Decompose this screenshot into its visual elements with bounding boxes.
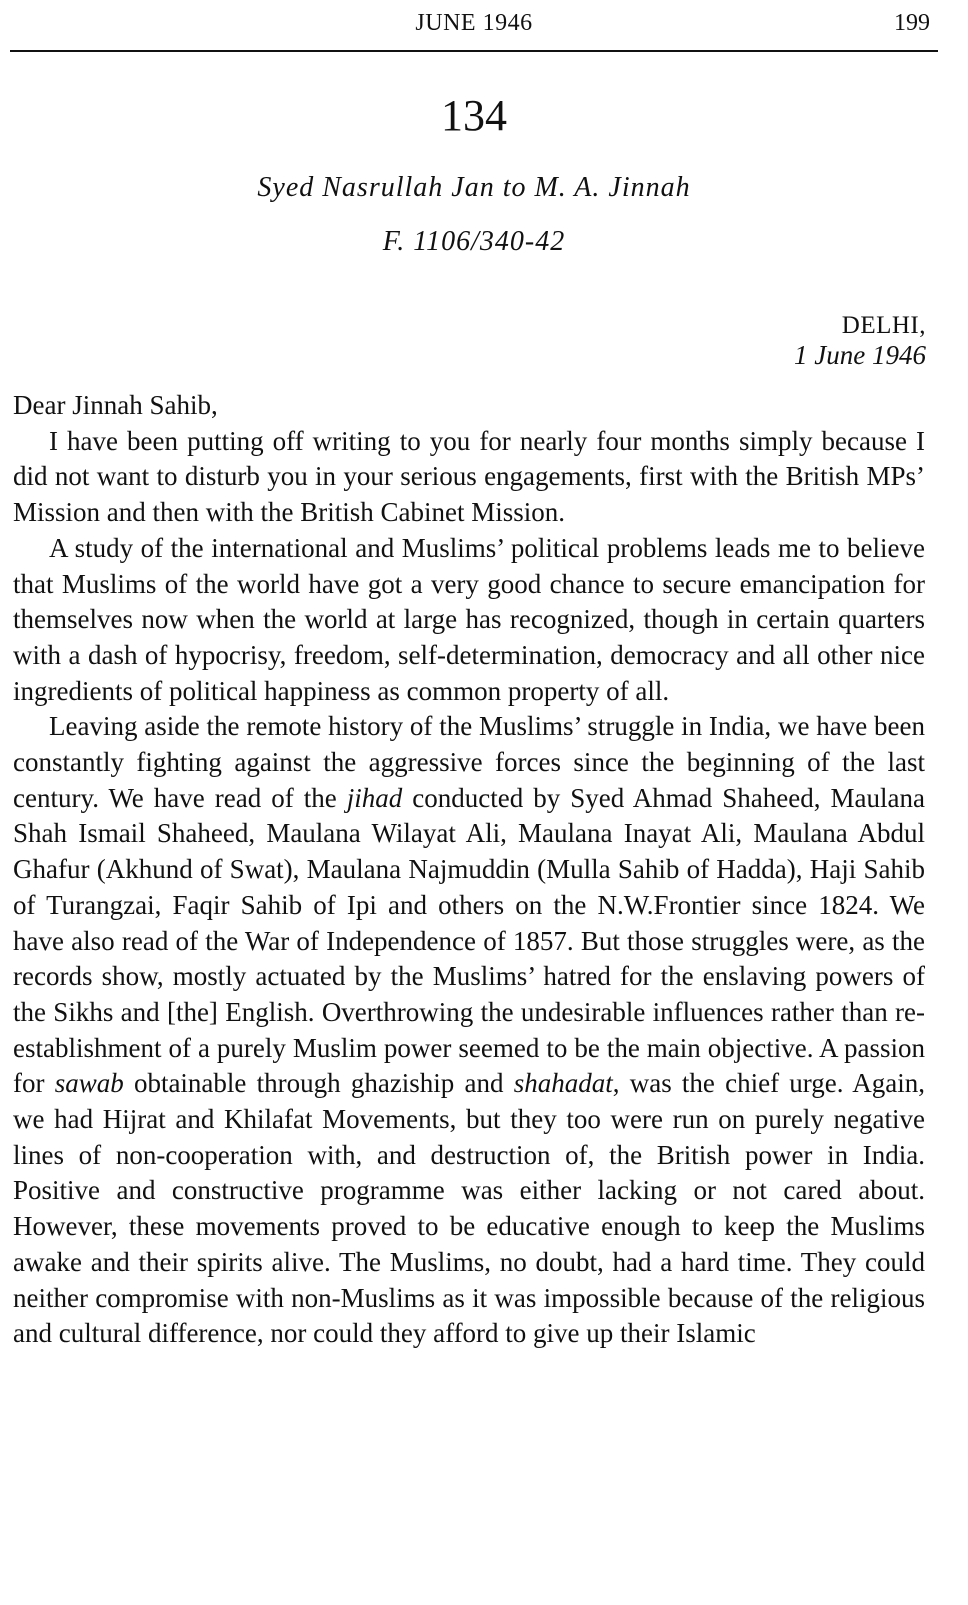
letter-paragraph-3 [13,709,925,1352]
paragraph-3-text-3: obtainable through ghaziship and [123,1068,514,1099]
page-number: 199 [894,10,930,36]
running-head-title: JUNE 1946 [415,10,533,36]
letter-paragraph-2: A study of the international and Muslims’ political problems leads me to believe that Muslims of the world have got a very good chance to secure emancipation for themselves now when the world at large has recognized, though in certain quarters with a dash of hypocrisy, freedom, self-determination, democracy and all other nice ingredients of political happiness as common property of all. [13,532,925,706]
term-sawab: sawab [54,1068,124,1099]
letter-date: 1 June 1946 [794,340,926,370]
document-heading: Syed Nasrullah Jan to M. A. Jinnah [257,172,691,203]
paragraph-3-text-2: conducted by Syed Ahmad Shaheed, Maulana Shah Ismail Shaheed, Maulana Wilayat Ali, Maulana Inayat Ali, Maulana Abdul Ghafur (Akhund of Swat), Maulana Najmuddin (Mulla Sahib of Hadda), Haji Sahib of Turangzai, Faqir Sahib of Ipi and others on the N.W.Frontier since 1824. We have also read of the War of Independence of 1857. But those struggles were, as the records show, mostly actuated by the Muslims’ hatred for the enslaving powers of the Sikhs and [the] English. Overthrowing the undesirable influences rather than re-establishment of a purely Muslim power seemed to be the main objective. A passion for [13,782,925,1099]
paragraph-3-text-4: , was the chief urge. Again, we had Hijrat and Khilafat Movements, but they too were run on purely negative lines of non-cooperation with, and destruction of, the British power in India. Positive and constructive programme was either lacking or not cared about. However, these movements proved to be educative enough to keep the Muslims awake and their spirits alive. The Muslims, no doubt, had a hard time. They could neither compromise with non-Muslims as it was impossible because of the religious and cultural difference, nor could they afford to give up their Islamic [13,1068,925,1349]
letter-body [13,388,925,1352]
letter-salutation: Dear Jinnah Sahib, [13,390,218,420]
header-rule [10,50,938,52]
letter-place: DELHI, [841,312,926,339]
term-shahadat: shahadat [513,1068,613,1099]
document-reference: F. 1106/340-42 [382,226,566,257]
paragraph-3-text-1: Leaving aside the remote history of the Muslims’ struggle in India, we have been constantly fighting against the aggressive forces since the beginning of the last century. We have read of the [13,711,925,813]
letter-paragraph-1: I have been putting off writing to you for nearly four months simply because I did not want to disturb you in your serious engagements, first with the British MPs’ Mission and then with the British Cabinet Mission. [13,425,925,528]
document-number: 134 [441,91,507,140]
term-jihad: jihad [346,782,403,813]
running-head [10,10,938,40]
